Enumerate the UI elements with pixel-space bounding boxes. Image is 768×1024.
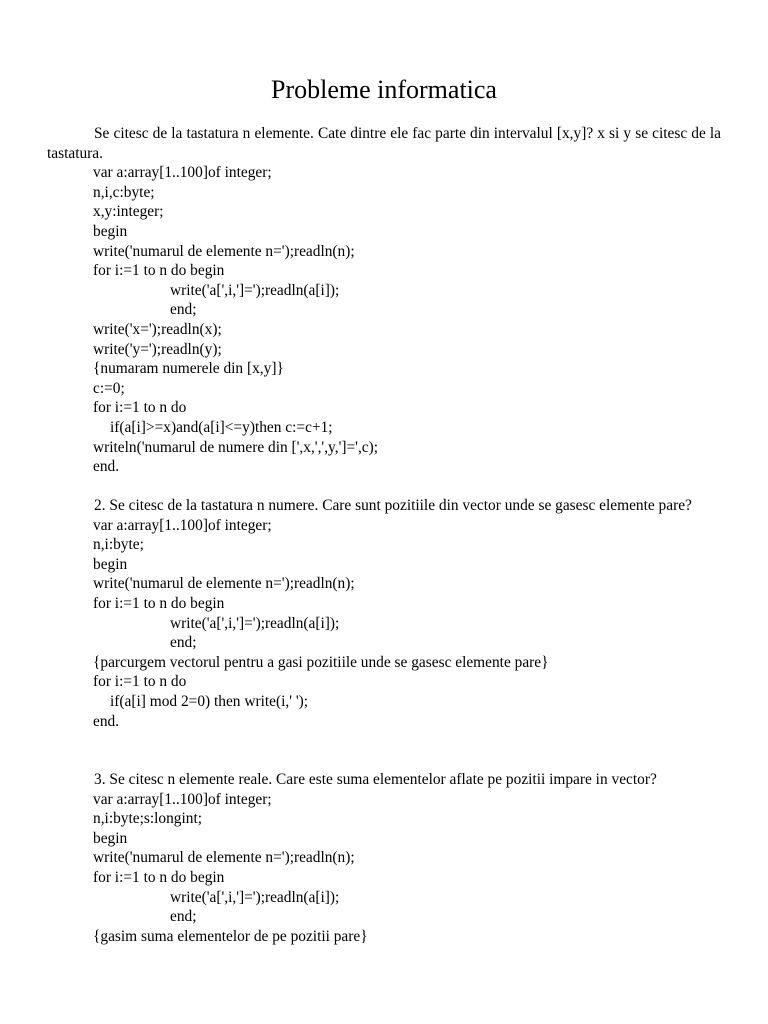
problem-statement: 3. Se citesc n elemente reale. Care este suma elementelor aflate pe pozitii impare in vector? (94, 771, 657, 788)
code-line: for i:=1 to n do begin (93, 262, 225, 280)
code-line: for i:=1 to n do begin (93, 594, 225, 612)
code-line: n,i:byte;s:longint; (93, 810, 203, 828)
code-line: begin (93, 222, 128, 240)
problem-statement: Se citesc de la tastatura n elemente. Cate dintre ele fac parte din intervalul [x,y]? x si y se citesc de la tastatura. (47, 125, 721, 162)
problem-1 (47, 124, 721, 477)
code-block (47, 516, 721, 732)
code-line: n,i,c:byte; (93, 183, 155, 201)
code-line: var a:array[1..100]of integer; (93, 164, 272, 182)
document-title: Probleme informatica (271, 75, 497, 104)
code-block (47, 790, 721, 947)
code-line: var a:array[1..100]of integer; (93, 790, 272, 808)
code-line: if(a[i]>=x)and(a[i]<=y)then c:=c+1; (110, 418, 333, 436)
problem-2 (47, 496, 721, 731)
code-line: n,i:byte; (93, 536, 144, 554)
code-line: end. (93, 458, 120, 476)
code-line: write('a[',i,']=');readln(a[i]); (170, 281, 340, 299)
code-line: end; (170, 634, 197, 652)
code-block (47, 163, 721, 477)
problem-statement: 2. Se citesc de la tastatura n numere. Care sunt pozitiile din vector unde se gasesc elemente pare? (94, 497, 692, 514)
code-line: if(a[i] mod 2=0) then write(i,' '); (110, 692, 308, 710)
code-line: write('numarul de elemente n=');readln(n); (93, 242, 355, 260)
code-line: write('x=');readln(x); (93, 320, 222, 338)
code-line: {numaram numerele din [x,y]} (93, 360, 284, 378)
code-line: {gasim suma elementelor de pe pozitii pare} (93, 927, 368, 945)
code-line: c:=0; (93, 379, 125, 397)
code-line: write('a[',i,']=');readln(a[i]); (170, 614, 340, 632)
problem-3 (47, 770, 721, 946)
code-line: for i:=1 to n do (93, 673, 187, 691)
code-line: write('y=');readln(y); (93, 340, 222, 358)
code-line: write('numarul de elemente n=');readln(n); (93, 575, 355, 593)
code-line: begin (93, 829, 128, 847)
code-line: begin (93, 555, 128, 573)
code-line: for i:=1 to n do (93, 399, 187, 417)
code-line: x,y:integer; (93, 203, 164, 221)
code-line: writeln('numarul de numere din [',x,',',y,']=',c); (93, 438, 379, 456)
code-line: write('a[',i,']=');readln(a[i]); (170, 888, 340, 906)
code-line: end; (170, 301, 197, 319)
code-line: end. (93, 712, 120, 730)
code-line: for i:=1 to n do begin (93, 868, 225, 886)
code-line: {parcurgem vectorul pentru a gasi pozitiile unde se gasesc elemente pare} (93, 653, 549, 671)
code-line: var a:array[1..100]of integer; (93, 516, 272, 534)
code-line: write('numarul de elemente n=');readln(n); (93, 849, 355, 867)
code-line: end; (170, 908, 197, 926)
